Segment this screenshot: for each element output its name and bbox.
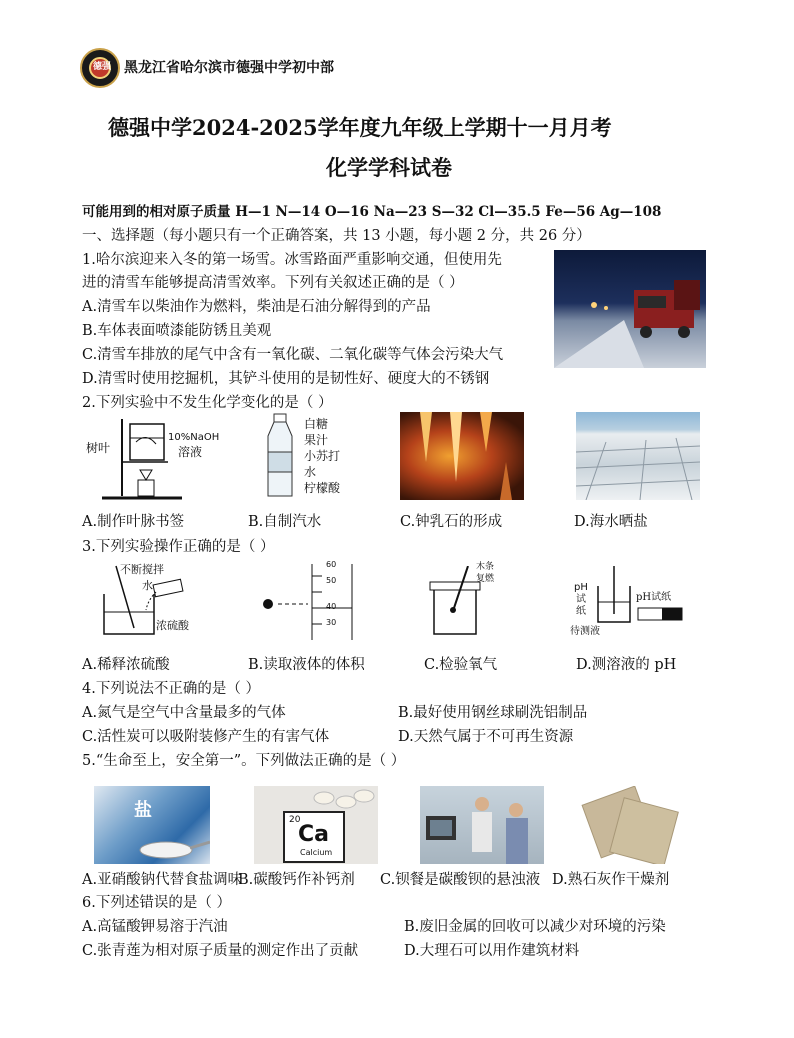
q5-stem: 5.“生命至上，安全第一”。下列做法正确的是（ ）: [82, 753, 406, 769]
ingredient-citric-acid: 柠檬酸: [304, 481, 341, 495]
fig-stick-label: 木条: [476, 562, 495, 572]
q2-option-b: B.自制汽水: [248, 514, 322, 530]
calcium-photo: [254, 786, 378, 864]
q2-stem: 2.下列实验中不发生化学变化的是（ ）: [82, 395, 333, 411]
calcium-name: Calcium: [300, 848, 333, 857]
stalactite-icon: [400, 412, 524, 500]
barium-meal-photo: [420, 786, 544, 864]
q4-option-d: D.天然气属于不可再生资源: [398, 729, 574, 745]
snow-plow-photo: [554, 250, 706, 368]
fig-leaf-label: 树叶: [86, 441, 111, 455]
q4-stem: 4.下列说法不正确的是（ ）: [82, 681, 260, 697]
ingredient-juice: 果汁: [304, 433, 329, 447]
fig-ph-label2: 试: [576, 594, 586, 605]
fig-acid-label: 浓硫酸: [156, 619, 189, 632]
exam-subtitle: 化学学科试卷: [326, 155, 452, 180]
q5-option-c: C.钡餐是碳酸钡的悬浊液: [380, 872, 541, 888]
salt-bag-photo: [94, 786, 210, 864]
salt-pan-icon: [576, 412, 700, 500]
q6-option-a: A.高锰酸钾易溶于汽油: [82, 919, 228, 935]
q4-option-a: A.氮气是空气中含量最多的气体: [82, 705, 286, 721]
q2-option-d: D.海水晒盐: [574, 514, 648, 530]
fig-test-liquid-label: 待测液: [570, 626, 600, 637]
q5-option-b: B.碳酸钙作补钙剂: [238, 872, 355, 888]
stalactite-photo: [400, 412, 524, 500]
desiccant-packet-icon: [576, 786, 680, 864]
q1-option-c: C.清雪车排放的尾气中含有一氧化碳、二氧化碳等气体会污染大气: [82, 347, 504, 363]
salt-pan-photo: [576, 412, 700, 500]
fig-reignite-label: 复燃: [476, 574, 495, 584]
q1-option-d: D.清雪时使用挖掘机，其铲斗使用的是韧性好、硬度大的不锈钢: [82, 371, 490, 387]
fig-water-label: 水: [142, 579, 153, 592]
q6-stem: 6.下列述错误的是（ ）: [82, 895, 231, 911]
exam-title: 德强中学2024-2025学年度九年级上学期十一月月考: [108, 115, 612, 140]
fig-ph-label3: 纸: [576, 606, 586, 617]
fig-ph-paper-label: pH试纸: [636, 592, 672, 603]
tick-40: 40: [326, 602, 337, 611]
school-logo: [80, 48, 120, 88]
xray-room-icon: [420, 786, 544, 864]
q3-option-a: A.稀释浓硫酸: [82, 657, 170, 673]
q6-option-d: D.大理石可以用作建筑材料: [404, 943, 580, 959]
calcium-number: 20: [289, 815, 301, 825]
q1-option-b: B.车体表面喷漆能防锈且美观: [82, 323, 272, 339]
q1-option-a: A.清雪车以柴油作为燃料，柴油是石油分解得到的产品: [82, 299, 431, 315]
q3-option-d: D.测溶液的 pH: [576, 657, 677, 673]
calcium-symbol: Ca: [298, 822, 329, 847]
ingredient-sugar: 白糖: [304, 417, 329, 431]
q3-option-b: B.读取液体的体积: [248, 657, 365, 673]
desiccant-photo: [576, 786, 680, 864]
q2-option-a: A.制作叶脉书签: [82, 514, 185, 530]
fig-ph-label1: pH: [574, 582, 588, 593]
section-heading: 一、选择题（每小题只有一个正确答案，共 13 小题，每小题 2 分，共 26 分）: [82, 228, 591, 244]
q1-stem-line2: 进的清雪车能够提高清雪效率。下列有关叙述正确的是（ ）: [82, 275, 464, 291]
cylinder-reading-diagram: [256, 562, 366, 642]
q2-option-c: C.钟乳石的形成: [400, 514, 503, 530]
tick-50: 50: [326, 576, 337, 585]
q5-option-a: A.亚硝酸钠代替食盐调味: [82, 872, 243, 888]
fig-solution-label: 溶液: [178, 445, 203, 459]
q6-option-b: B.废旧金属的回收可以减少对环境的污染: [404, 919, 666, 935]
atomic-masses: 可能用到的相对原子质量 H—1 N—14 O—16 Na—23 S—32 Cl—35.5 Fe—56 Ag—108: [82, 204, 662, 220]
salt-spoon-icon: [94, 786, 210, 864]
ingredient-water: 水: [304, 465, 317, 479]
ingredient-baking-soda: 小苏打: [304, 449, 341, 463]
tick-60: 60: [326, 560, 337, 569]
q3-stem: 3.下列实验操作正确的是（ ）: [82, 539, 275, 555]
salt-char: 盐: [134, 800, 152, 821]
q3-option-c: C.检验氧气: [424, 657, 498, 673]
q4-option-c: C.活性炭可以吸附装修产生的有害气体: [82, 729, 330, 745]
soda-ingredients: [304, 416, 364, 496]
logo-text: 德强: [93, 62, 112, 72]
q6-option-c: C.张青莲为相对原子质量的测定作出了贡献: [82, 943, 359, 959]
q1-stem-line1: 1.哈尔滨迎来入冬的第一场雪。冰雪路面严重影响交通，但使用先: [82, 252, 502, 268]
q5-option-d: D.熟石灰作干燥剂: [552, 872, 670, 888]
q4-option-b: B.最好使用钢丝球刷洗铝制品: [398, 705, 588, 721]
snow-plow-icon: [554, 250, 706, 368]
soda-bottle-icon: [262, 412, 298, 500]
fig-naoh-label: 10%NaOH: [168, 432, 220, 443]
fig-stir-label: 不断搅拌: [120, 563, 164, 576]
tick-30: 30: [326, 618, 337, 627]
school-name: 黑龙江省哈尔滨市德强中学初中部: [124, 60, 334, 76]
